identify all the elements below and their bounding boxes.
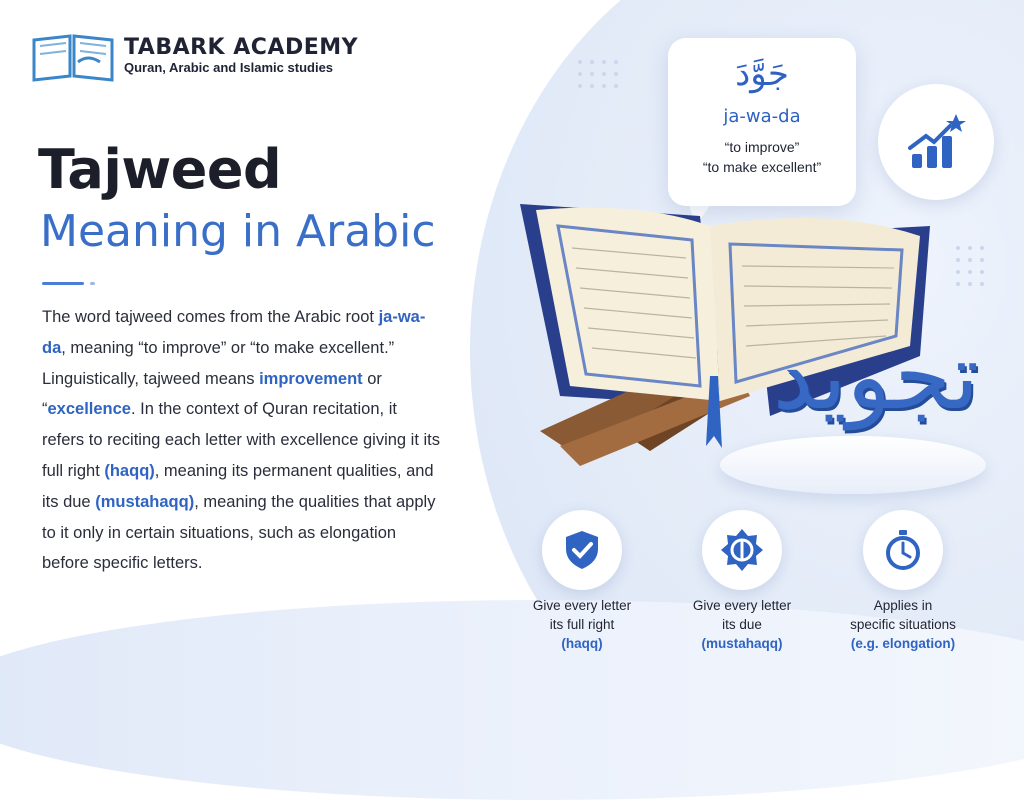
brand-logo[interactable] [30, 28, 358, 84]
excellence-highlight: excellence [47, 400, 131, 419]
open-book-logo-icon [30, 28, 116, 84]
feature-icon-circle [542, 510, 622, 590]
transliteration: ja-wa-da [723, 106, 801, 127]
feature-icon-circle [702, 510, 782, 590]
tajweed-calligraphy: تجويد [772, 323, 980, 430]
description-paragraph: The word tajweed comes from the Arabic root ja-wa-da, meaning “to improve” or “to make excellent.” Linguistically, tajweed means improvement or “excellence. In the context of Quran recitation, it refers to reciting each letter with excellence giving it its full right (haqq), meaning its permanent qualities, and its due (mustahaqq), meaning the qualities that apply to it only in certain situations, such as elongation before specific letters. [42, 308, 441, 573]
podium [720, 436, 986, 494]
mustahaqq-highlight: (mustahaqq) [95, 492, 195, 511]
brand-name: TABARK ACADEMY [124, 35, 359, 60]
feature-due: Give every letter its due (mustahaqq) [667, 510, 817, 653]
star-badge-icon [719, 527, 765, 573]
root-highlight: ja-wa-da [42, 308, 426, 357]
growth-badge [878, 84, 994, 200]
feature-situations: Applies in specific situations (e.g. elongation) [828, 510, 978, 653]
decor-dots [578, 60, 618, 88]
haqq-highlight: (haqq) [104, 461, 155, 480]
meaning-improve: “to improve” [724, 139, 800, 155]
meaning-bubble [668, 38, 856, 206]
meaning-excellent: “to make excellent” [702, 159, 822, 175]
feature-full-right: Give every letter its full right (haqq) [507, 510, 657, 653]
improvement-highlight: improvement [259, 369, 363, 388]
brand-tagline: Quran, Arabic and Islamic studies [124, 60, 334, 75]
title-divider [42, 282, 95, 285]
stopwatch-icon [881, 528, 925, 572]
page-subtitle: Meaning in Arabic [40, 206, 436, 257]
shield-check-icon [560, 528, 604, 572]
feature-icon-circle [863, 510, 943, 590]
growth-chart-icon [904, 110, 968, 174]
arabic-root: جَوَّدَ [735, 54, 789, 94]
page-title: Tajweed [38, 138, 282, 201]
